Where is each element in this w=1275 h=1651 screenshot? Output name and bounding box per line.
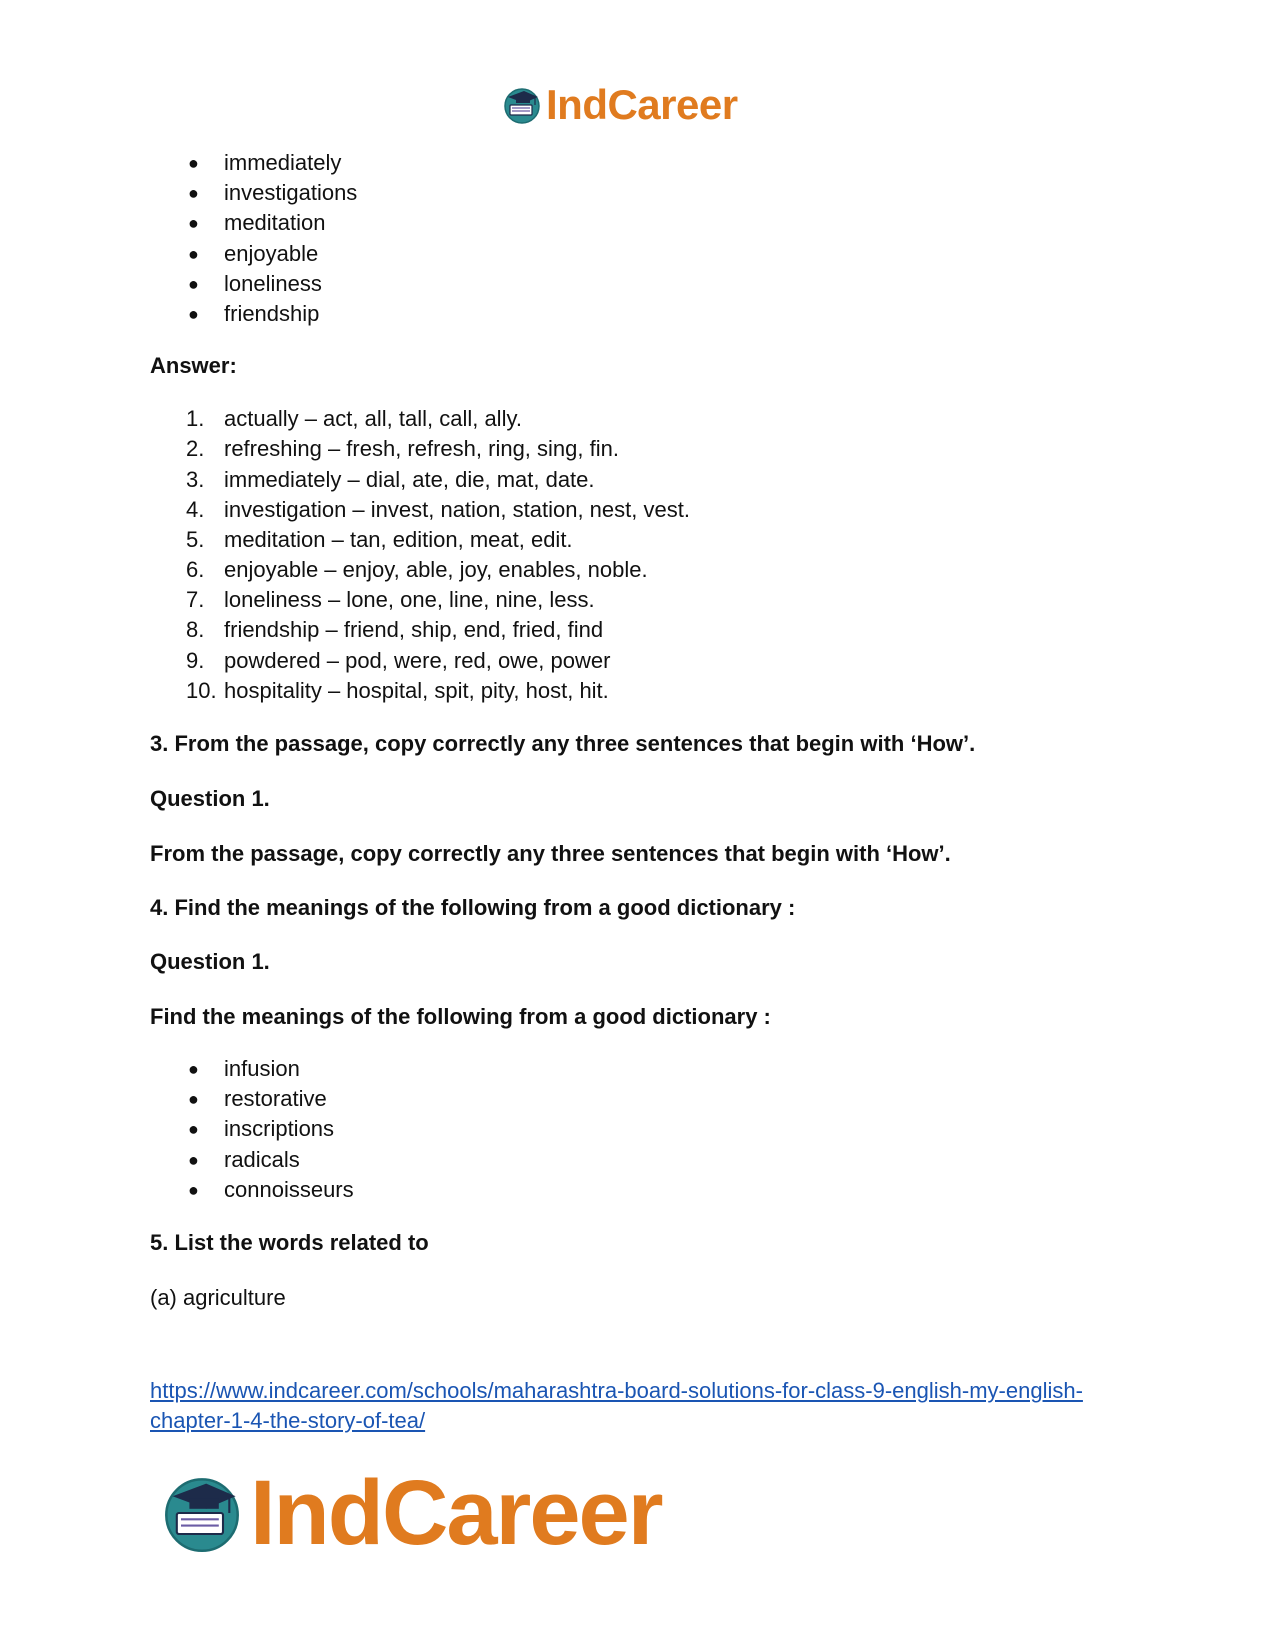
header-logo (502, 80, 738, 130)
section-5-item-a: (a) agriculture (150, 1284, 286, 1310)
list-item: 9. powdered – pod, were, red, owe, power (186, 647, 611, 673)
bullet-icon: ● (188, 1179, 199, 1200)
list-item: ● enjoyable (150, 239, 1150, 269)
answer-list (150, 404, 1150, 706)
answer-heading: Answer: (150, 353, 237, 379)
list-item: ● friendship (150, 299, 1150, 329)
list-item: 7. loneliness – lone, one, line, nine, less. (186, 587, 595, 613)
section-3-question-label: Question 1. (150, 786, 270, 811)
section-3-question-text: From the passage, copy correctly any three sentences that begin with ‘How’. (150, 841, 951, 866)
section-4-question-text: Find the meanings of the following from a good dictionary : (150, 1004, 771, 1029)
bullet-icon: ● (188, 1119, 199, 1140)
list-item: 2. refreshing – fresh, refresh, ring, sing, fin. (186, 436, 619, 462)
source-link-line-1[interactable]: https://www.indcareer.com/schools/maharashtra-board-solutions-for-class-9-english-my-english- (150, 1377, 1083, 1403)
bullet-icon: ● (188, 1089, 199, 1110)
list-item: ● restorative (150, 1084, 1150, 1114)
section-5-heading: 5. List the words related to (150, 1229, 429, 1255)
bullet-icon: ● (188, 243, 199, 264)
brand-name: IndCareer (546, 81, 738, 128)
word-list-top (150, 148, 1150, 329)
section-4-question-label: Question 1. (150, 949, 270, 974)
list-item: 10. hospitality – hospital, spit, pity, host, hit. (186, 677, 609, 703)
list-item: ● inscriptions (150, 1114, 1150, 1144)
bullet-icon: ● (188, 213, 199, 234)
graduation-globe-icon (502, 85, 542, 125)
list-item: 6. enjoyable – enjoy, able, joy, enables, noble. (186, 557, 648, 583)
source-link[interactable] (150, 1376, 1150, 1436)
source-link-line-2[interactable]: chapter-1-4-the-story-of-tea/ (150, 1407, 426, 1433)
list-item: ● infusion (150, 1054, 1150, 1084)
main-content (150, 148, 1150, 1436)
bullet-icon: ● (188, 183, 199, 204)
bullet-icon: ● (188, 1059, 199, 1079)
list-item: ● immediately (150, 148, 1150, 178)
bullet-icon: ● (188, 1149, 199, 1170)
list-item: 3. immediately – dial, ate, die, mat, date. (186, 466, 595, 492)
list-item: ● loneliness (150, 269, 1150, 299)
list-item: 1. actually – act, all, tall, call, ally. (186, 406, 522, 432)
list-item: ● connoisseurs (150, 1175, 1150, 1205)
list-item: 5. meditation – tan, edition, meat, edit. (186, 526, 573, 552)
section-3-heading: 3. From the passage, copy correctly any three sentences that begin with ‘How’. (150, 731, 976, 756)
list-item: ● meditation (150, 208, 1150, 238)
graduation-globe-icon (160, 1471, 244, 1555)
list-item: ● radicals (150, 1145, 1150, 1175)
footer-logo (160, 1462, 662, 1564)
section-4-heading: 4. Find the meanings of the following from a good dictionary : (150, 895, 796, 920)
word-list-dictionary (150, 1054, 1150, 1205)
bullet-icon: ● (188, 303, 199, 324)
bullet-icon: ● (188, 273, 199, 294)
list-item: ● investigations (150, 178, 1150, 208)
list-item: 8. friendship – friend, ship, end, fried, find (186, 617, 604, 643)
list-item: 4. investigation – invest, nation, station, nest, vest. (186, 496, 690, 522)
brand-name: IndCareer (250, 1462, 662, 1564)
bullet-icon: ● (188, 153, 199, 173)
